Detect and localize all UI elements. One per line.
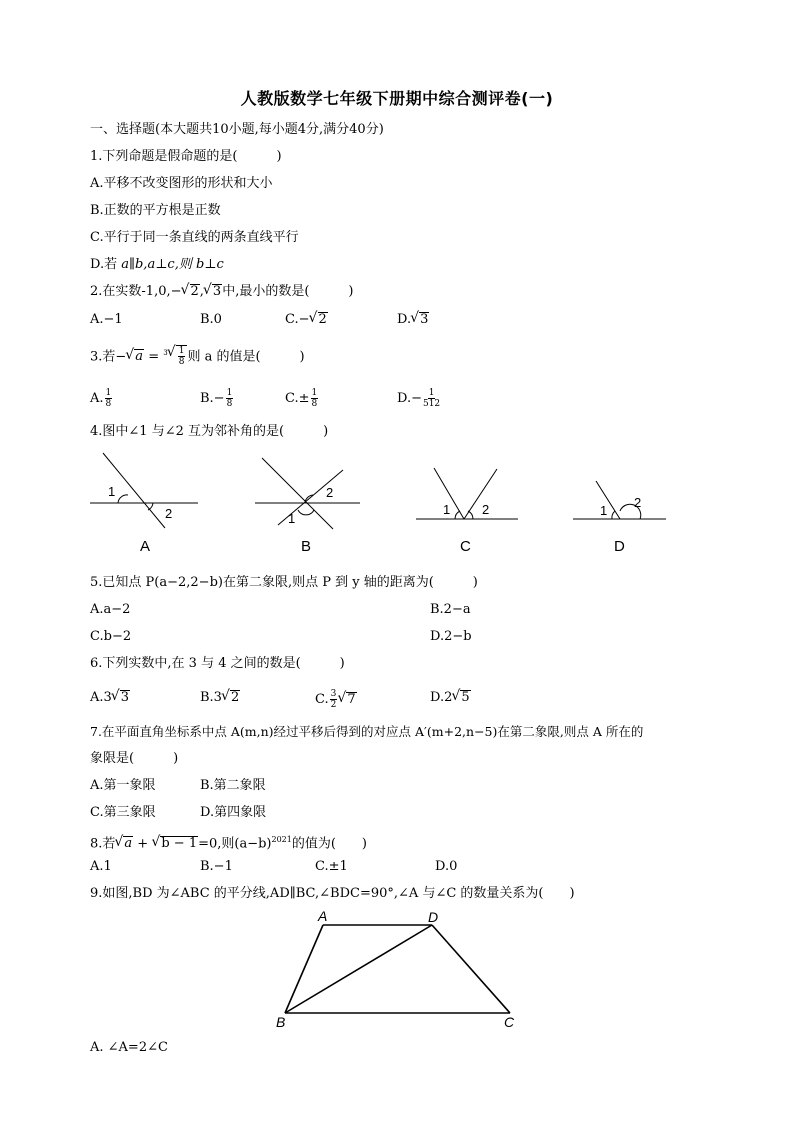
q5-option-b: B.2−a xyxy=(430,602,471,617)
point-label: C xyxy=(504,1014,515,1030)
q6-option-d: D.2√ 5 xyxy=(430,689,471,707)
page-title: 人教版数学七年级下册期中综合测评卷(一) xyxy=(240,89,554,108)
q4-stem: 4.图中∠1 与∠2 互为邻补角的是( ) xyxy=(90,424,329,439)
angle-label: 2 xyxy=(482,502,490,517)
q5-option-a: A.a−2 xyxy=(90,602,131,617)
q5-option-d: D.2−b xyxy=(430,629,472,644)
angle-label: 2 xyxy=(165,506,173,521)
q1-option-d: D.若 a∥b,a⊥c,则 b⊥c xyxy=(90,257,224,272)
q7-stem-line2: 象限是( ) xyxy=(90,751,179,766)
q2-option-a: A.−1 xyxy=(90,312,123,327)
angle-label: 1 xyxy=(443,502,451,517)
figure-label: B xyxy=(301,538,312,555)
q7-option-d: D.第四象限 xyxy=(200,805,267,820)
q7-option-c: C.第三象限 xyxy=(90,805,156,820)
q8-option-a: A.1 xyxy=(90,859,112,874)
q3-option-c: C.± $\frac{1}{8}$ xyxy=(285,388,318,409)
q3-option-b: B.− $\frac{1}{8}$ xyxy=(200,388,233,409)
q8-stem: 8.若√ a + √ b − 1=0,则$(a-b)^{2021}$的值为( ) xyxy=(90,831,367,853)
q8-option-b: B.−1 xyxy=(200,859,233,874)
q4-figures xyxy=(0,445,794,560)
angle-label: 2 xyxy=(326,485,334,500)
q6-option-a: A.3√ 3 xyxy=(90,689,130,707)
figure-label: C xyxy=(460,538,471,555)
q7-option-b: B.第二象限 xyxy=(200,778,266,793)
q3-option-d: D.− $\frac{1}{512}$ xyxy=(397,388,441,409)
angle-label: 1 xyxy=(600,503,608,518)
q9-trapezoid-figure xyxy=(270,905,530,1035)
point-label: B xyxy=(276,1014,286,1030)
q7-stem-line1: 7.在平面直角坐标系中点 A(m,n)经过平移后得到的对应点 A′(m+2,n−5)在第二象限,则点 A 所在的 xyxy=(90,724,644,739)
sqrt-sign: √ 3 xyxy=(204,283,222,301)
q3-option-a: A. $\frac{1}{8}$ xyxy=(90,388,112,409)
q6-option-c: C. $\frac{3}{2}$ √ 7 xyxy=(315,689,357,710)
q1-option-a: A.平移不改变图形的形状和大小 xyxy=(90,176,273,191)
q9-option-a: A. ∠A=2∠C xyxy=(90,1040,168,1055)
q8-option-c: C.±1 xyxy=(315,859,348,874)
q2-option-d: D.√ 3 xyxy=(397,311,429,329)
q5-option-c: C.b−2 xyxy=(90,629,132,644)
q1-option-c: C.平行于同一条直线的两条直线平行 xyxy=(90,230,299,245)
q6-option-b: B.3√ 2 xyxy=(200,689,240,707)
figure-label: D xyxy=(614,538,625,555)
sqrt-sign: √ 2 xyxy=(182,283,200,301)
point-label: D xyxy=(428,909,439,925)
q8-option-d: D.0 xyxy=(435,859,458,874)
q2-option-c: C.−√ 2 xyxy=(285,311,328,329)
q1-option-b: B.正数的平方根是正数 xyxy=(90,203,221,218)
angle-label: 2 xyxy=(634,495,642,510)
q7-option-a: A.第一象限 xyxy=(90,778,156,793)
section-heading: 一、选择题(本大题共10小题,每小题4分,满分40分) xyxy=(90,122,384,137)
angle-label: 1 xyxy=(288,511,296,526)
figure-label: A xyxy=(140,538,151,555)
q6-stem: 6.下列实数中,在 3 与 4 之间的数是( ) xyxy=(90,656,345,671)
q9-stem: 9.如图,BD 为∠ABC 的平分线,AD∥BC,∠BDC=90°,∠A 与∠C 的数量关系为( ) xyxy=(90,886,575,901)
q2-option-b: B.0 xyxy=(200,312,222,327)
q1-stem: 1.下列命题是假命题的是( ) xyxy=(90,149,282,164)
q3-stem: 3.若−√ a = $^3$ √ $\frac{1}{8}$ 则 a 的值是( ) xyxy=(90,344,305,367)
angle-label: 1 xyxy=(108,484,116,499)
q5-stem: 5.已知点 P(a−2,2−b)在第二象限,则点 P 到 y 轴的距离为( ) xyxy=(90,575,478,590)
point-label: A xyxy=(318,908,328,924)
q2-stem: 2.在实数-1,0,−√ 2,√ 3中,最小的数是( ) xyxy=(90,283,353,301)
